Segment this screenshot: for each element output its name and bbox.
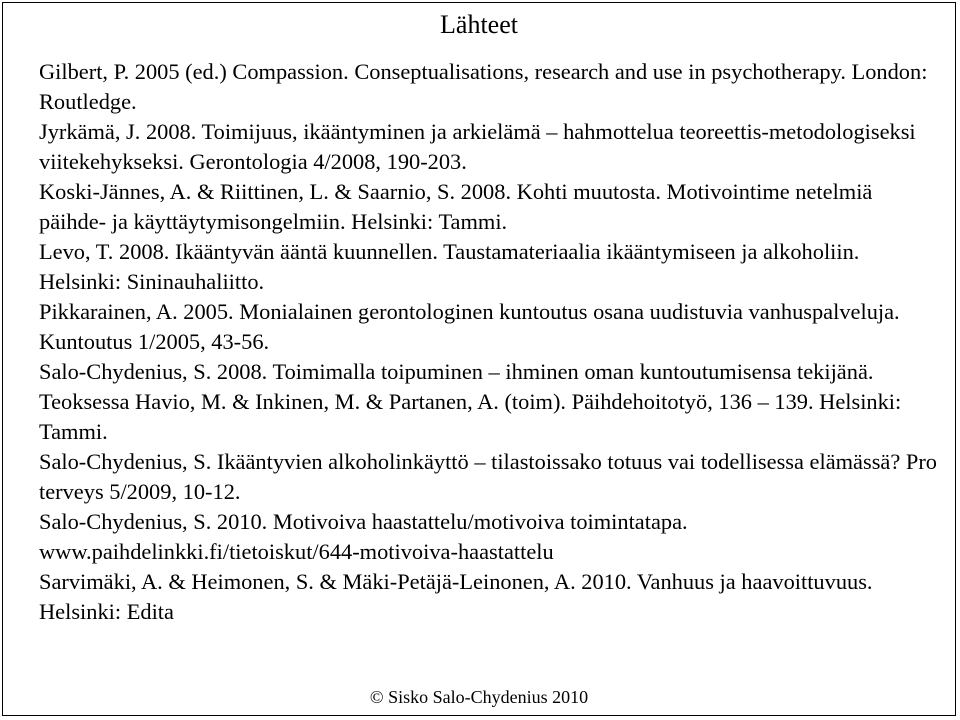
- reference-text: Koski-Jännes, A. & Riittinen, L. & Saarnio, S. 2008. Kohti muutosta. Motivointime netelmiä päihde- ja käyttäytymisongelmiin. Helsinki: Tammi.: [39, 179, 873, 234]
- reference-text: Gilbert, P. 2005 (ed.) Compassion. Conseptualisations, research and use in psychotherapy. London: Routledge.: [39, 59, 928, 114]
- reference-item: [39, 447, 941, 507]
- reference-text: Levo, T. 2008. Ikääntyvän ääntä kuunnellen. Taustamateriaalia ikääntymiseen ja alkoholiin. Helsinki: Sininauhaliitto.: [39, 239, 860, 294]
- reference-text: Jyrkämä, J. 2008. Toimijuus, ikääntyminen ja arkielämä – hahmottelua teoreettis-metodologiseksi viitekehykseksi. Gerontologia 4/2008, 190-203.: [39, 119, 916, 174]
- reference-text: Salo-Chydenius, S. 2008. Toimimalla toipuminen – ihminen oman kuntoutumisensa tekijänä. Teoksessa Havio, M. & Inkinen, M. & Partanen, A. (toim). Päihdehoitotyö, 136 – 139. Helsinki: Tammi.: [39, 359, 902, 444]
- reference-list: [39, 57, 941, 627]
- reference-item: [39, 567, 941, 627]
- reference-text: Pikkarainen, A. 2005. Monialainen gerontologinen kuntoutus osana uudistuvia vanhuspalveluja. Kuntoutus 1/2005, 43-56.: [39, 299, 900, 354]
- reference-text: Salo-Chydenius, S. 2010. Motivoiva haastattelu/motivoiva toimintatapa. www.paihdelinkki.fi/tietoiskut/644-motivoiva-haastattelu: [39, 509, 688, 564]
- reference-item: [39, 507, 941, 567]
- page-title: Lähteet: [440, 10, 518, 39]
- reference-item: [39, 357, 941, 447]
- slide: [2, 2, 956, 716]
- reference-item: [39, 297, 941, 357]
- reference-item: [39, 177, 941, 237]
- reference-item: [39, 237, 941, 297]
- reference-item: [39, 117, 941, 177]
- reference-text: Sarvimäki, A. & Heimonen, S. & Mäki-Petäjä-Leinonen, A. 2010. Vanhuus ja haavoittuvuus. Helsinki: Edita: [39, 569, 873, 624]
- reference-text: Salo-Chydenius, S. Ikääntyvien alkoholinkäyttö – tilastoissako totuus vai todellisessa elämässä? Pro terveys 5/2009, 10-12.: [39, 449, 937, 504]
- reference-item: [39, 57, 941, 117]
- copyright-footer: © Sisko Salo-Chydenius 2010: [369, 687, 589, 707]
